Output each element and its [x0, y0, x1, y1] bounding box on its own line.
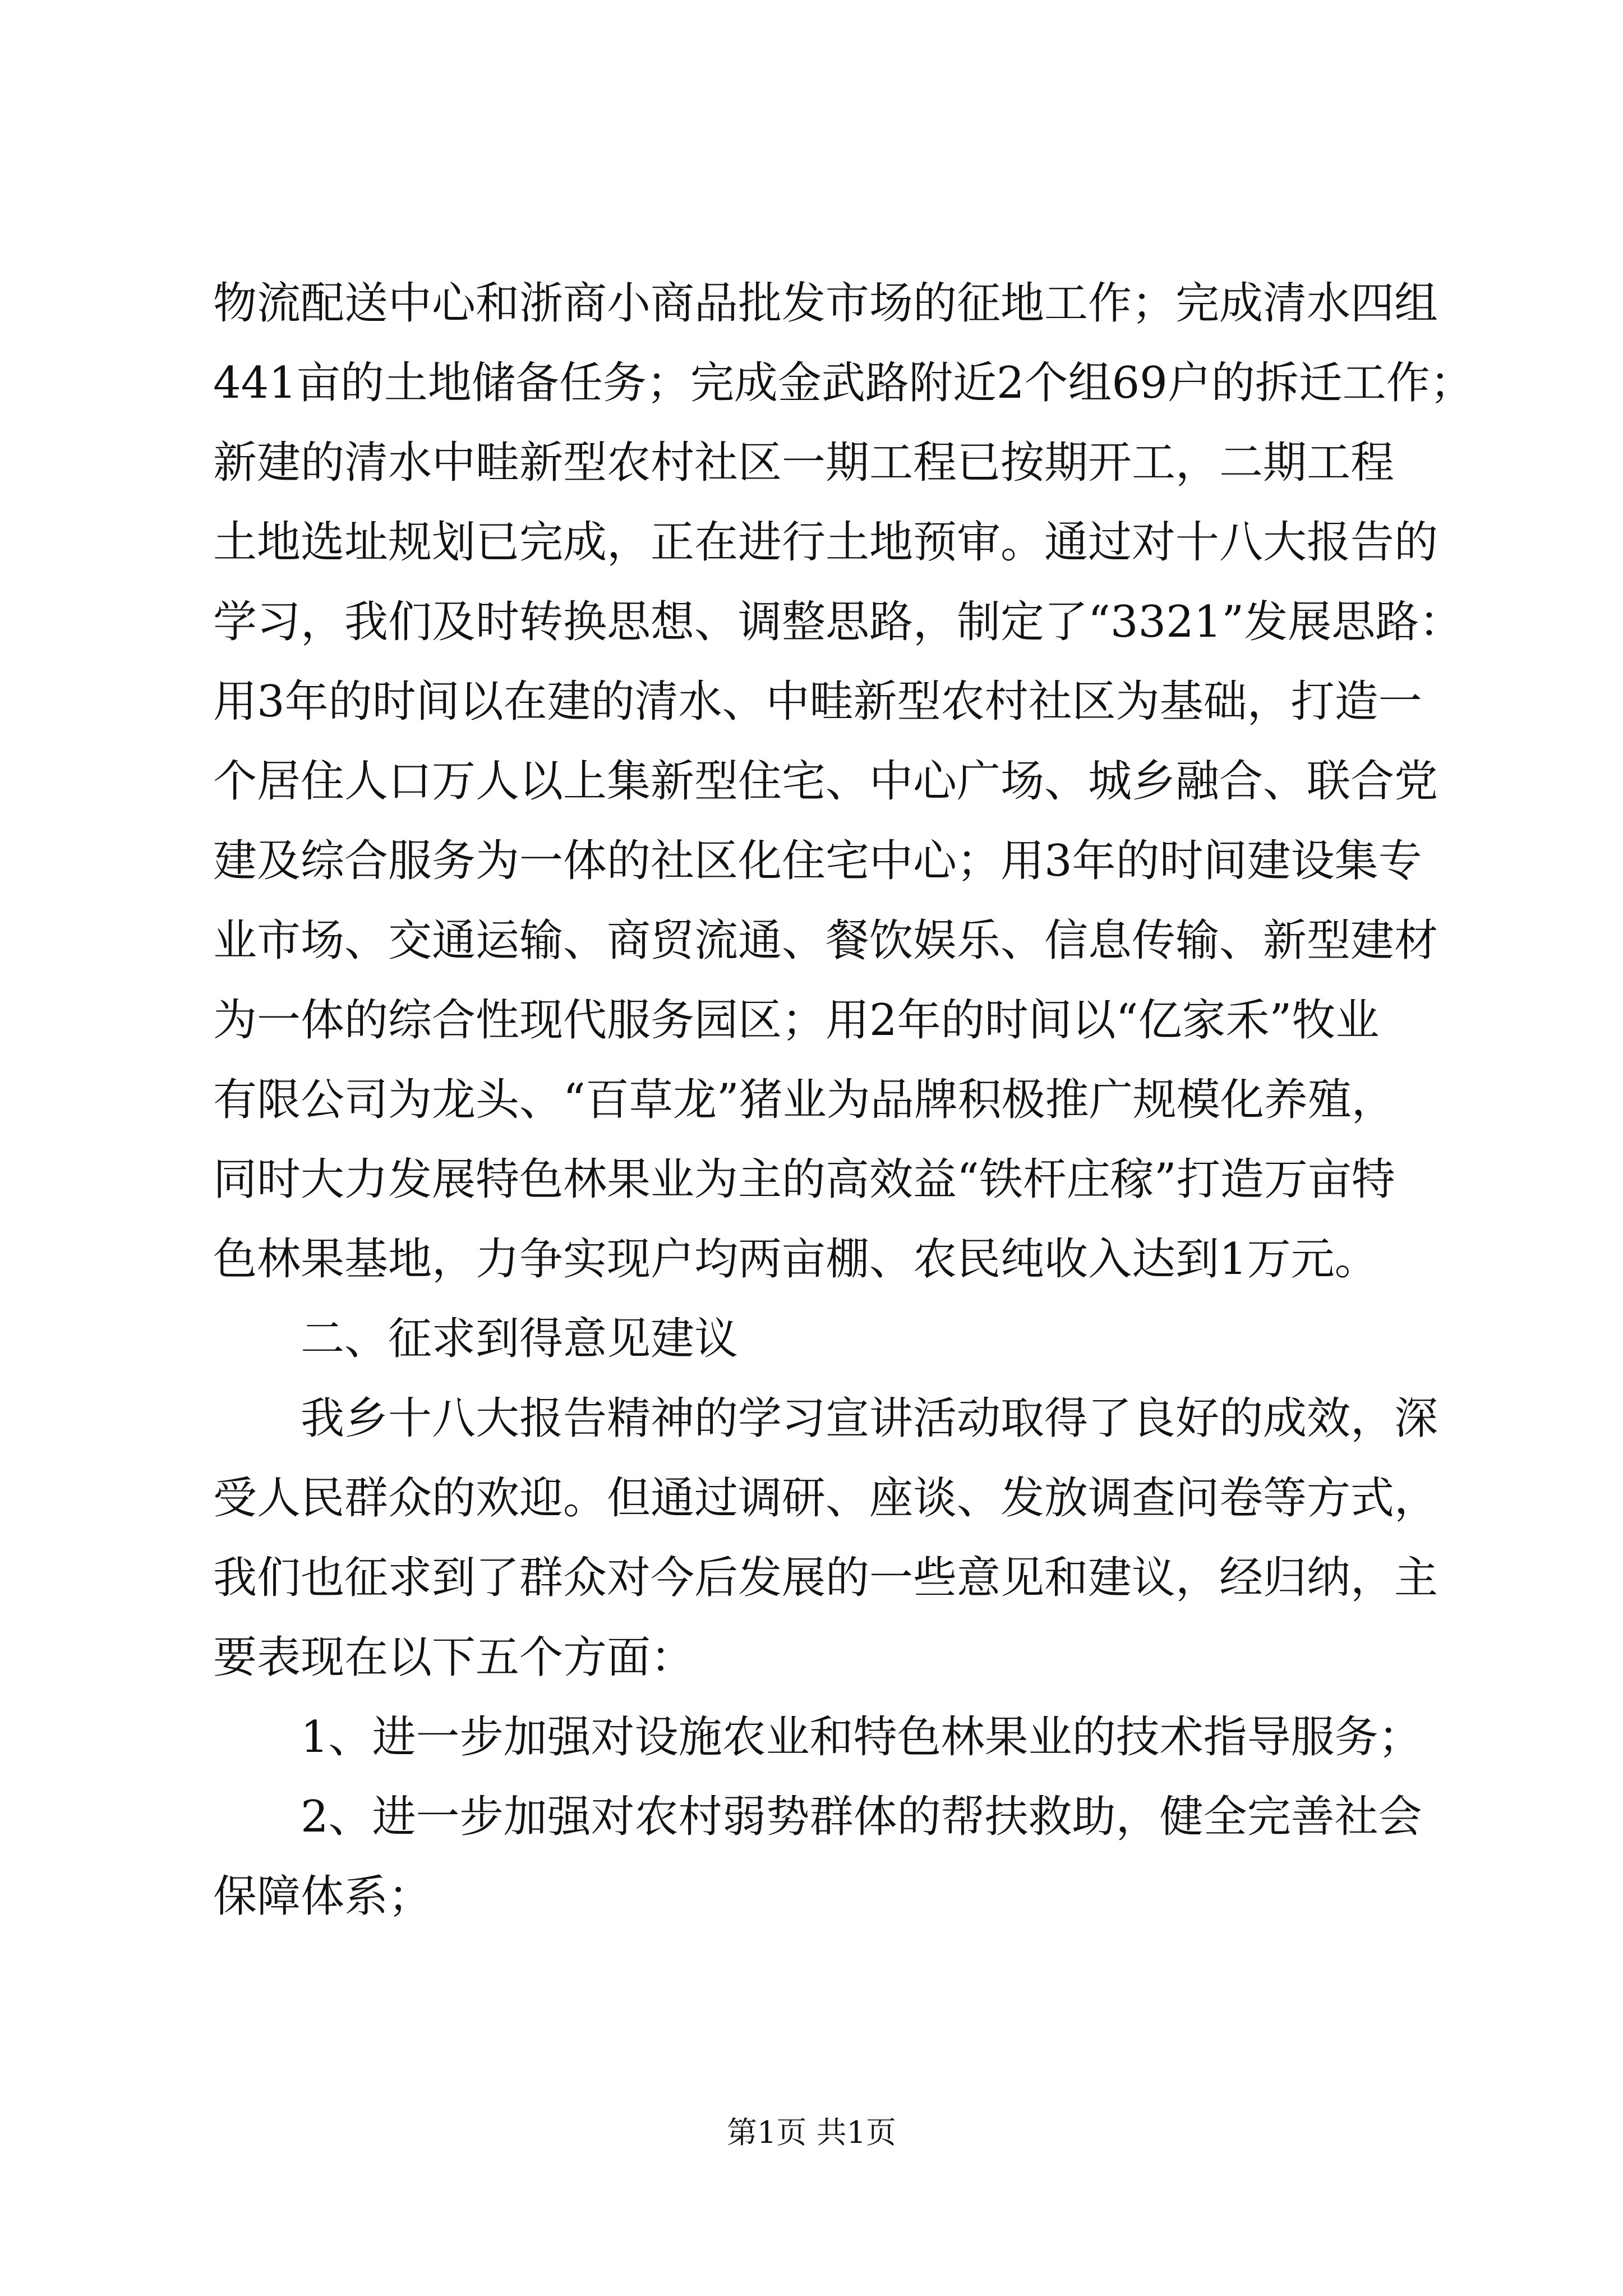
body-text-line: 我乡十八大报告精神的学习宣讲活动取得了良好的成效，深 [301, 1393, 1438, 1444]
list-item-continuation: 保障体系； [213, 1871, 432, 1922]
section-heading: 二、征求到得意见建议 [301, 1314, 739, 1364]
body-text-line: 学习，我们及时转换思想、调整思路，制定了“3321”发展思路： [213, 597, 1463, 647]
body-text-line: 业市场、交通运输、商贸流通、餐饮娱乐、信息传输、新型建材 [213, 915, 1438, 966]
body-text-line: 441亩的土地储备任务；完成金武路附近2个组69户的拆迁工作； [213, 358, 1474, 408]
body-text-line: 土地选址规划已完成，正在进行土地预审。通过对十八大报告的 [213, 517, 1438, 568]
list-item: 1、进一步加强对设施农业和特色林果业的技术指导服务； [301, 1712, 1422, 1763]
body-text-line: 我们也征求到了群众对今后发展的一些意见和建议，经归纳，主 [213, 1553, 1438, 1603]
list-item: 2、进一步加强对农村弱势群体的帮扶救助，健全完善社会 [301, 1792, 1422, 1842]
body-text-line: 色林果基地，力争实现户均两亩棚、农民纯收入达到1万元。 [213, 1234, 1378, 1285]
body-text-line: 有限公司为龙头、“百草龙”猪业为品牌积极推广规模化养殖， [213, 1075, 1395, 1125]
body-text-line: 同时大力发展特色林果业为主的高效益“铁杆庄稼”打造万亩特 [213, 1154, 1395, 1205]
body-text-line: 为一体的综合性现代服务园区；用2年的时间以“亿家禾”牧业 [213, 995, 1380, 1046]
body-text-line: 建及综合服务为一体的社区化住宅中心；用3年的时间建设集专 [213, 836, 1422, 886]
body-text-line: 要表现在以下五个方面： [213, 1632, 695, 1683]
body-text-line: 受人民群众的欢迎。但通过调研、座谈、发放调查问卷等方式， [213, 1473, 1438, 1524]
body-text-line: 物流配送中心和浙商小商品批发市场的征地工作；完成清水四组 [213, 278, 1438, 329]
document-body [213, 264, 1474, 1936]
body-text-line: 新建的清水中畦新型农村社区一期工程已按期开工，二期工程 [213, 438, 1395, 488]
body-text-line: 个居住人口万人以上集新型住宅、中心广场、城乡融合、联合党 [213, 756, 1438, 807]
page-footer: 第1页 共1页 [727, 2115, 896, 2150]
body-text-line: 用3年的时间以在建的清水、中畦新型农村社区为基础，打造一 [213, 677, 1422, 727]
